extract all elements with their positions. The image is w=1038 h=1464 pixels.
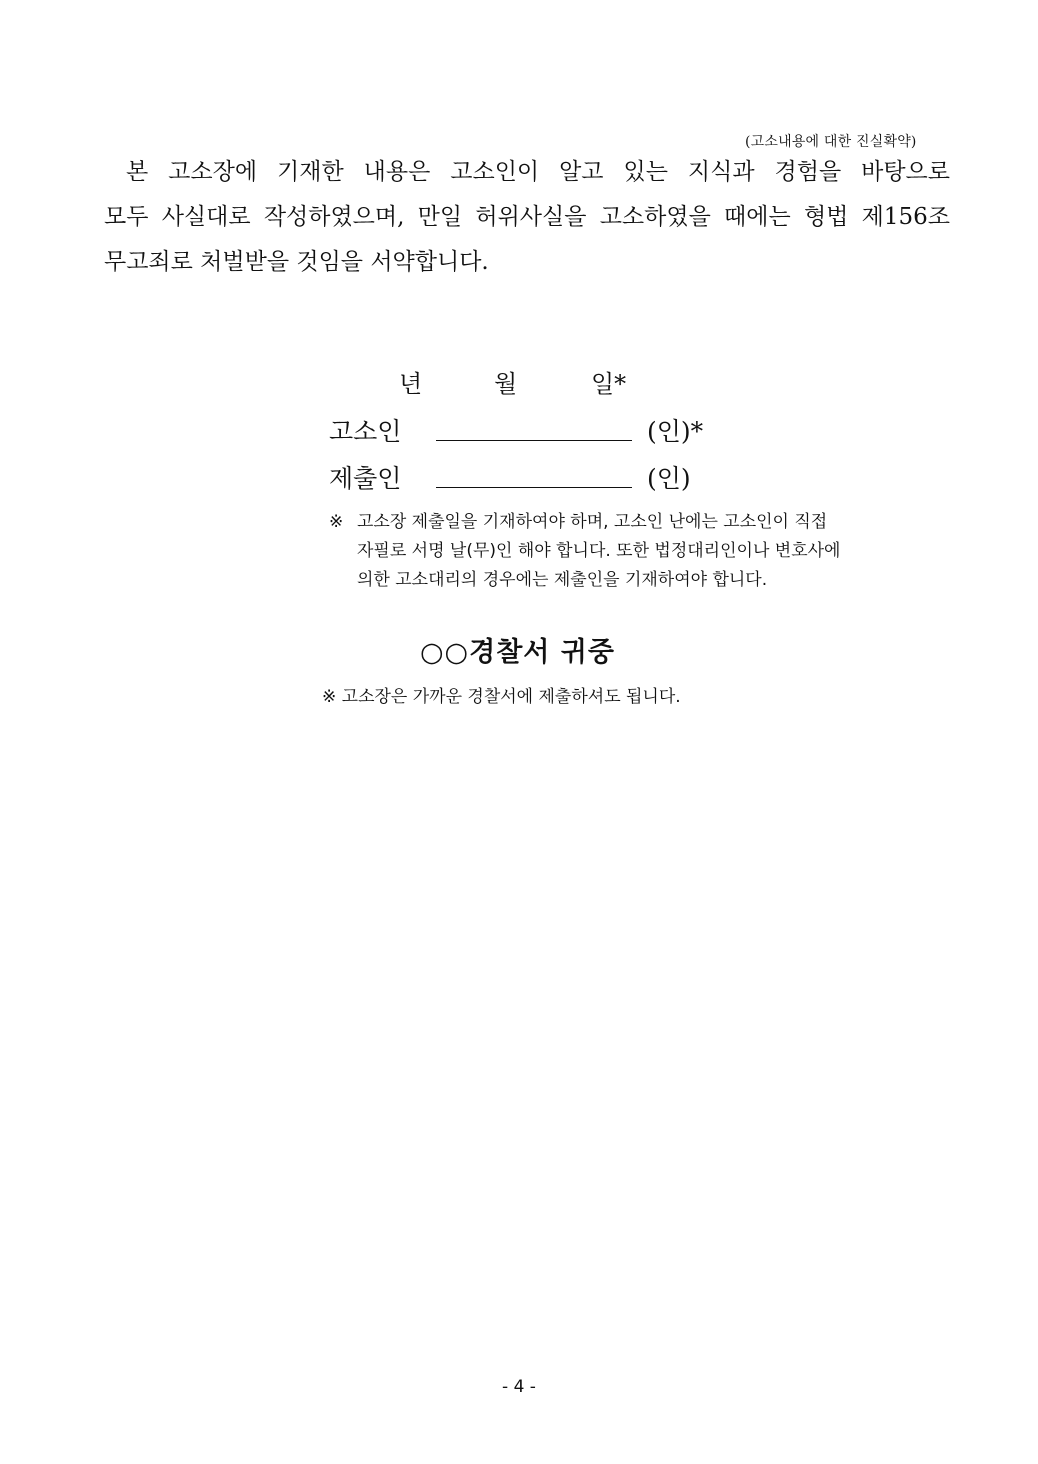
reference-mark-icon: ※ (329, 512, 344, 532)
page-number: - 4 - (502, 1377, 536, 1397)
pledge-paragraph (104, 150, 950, 285)
complainant-seal-label: (인)* (647, 417, 704, 446)
pledge-line: 무고죄로 처벌받을 것임을 서약합니다. (104, 249, 489, 275)
submission-footnote: ※ 고소장은 가까운 경찰서에 제출하셔도 됩니다. (322, 687, 681, 707)
notice-line: 자필로 서명 날(무)인 해야 합니다. 또한 법정대리인이나 변호사에 (357, 541, 841, 561)
day-label: 일* (591, 370, 627, 398)
addressee: ○○경찰서 귀중 (420, 637, 615, 668)
notice-text (357, 508, 917, 595)
notice-line: 고소장 제출일을 기재하여야 하며, 고소인 난에는 고소인이 직접 (357, 512, 828, 532)
submitter-seal-label: (인) (647, 464, 691, 493)
month-label: 월 (494, 370, 518, 398)
pledge-line: 모두 사실대로 작성하였으며, 만일 허위사실을 고소하였을 때에는 형법 제156조 (104, 204, 950, 230)
pledge-line: 본 고소장에 기재한 내용은 고소인이 알고 있는 지식과 경험을 바탕으로 (126, 159, 950, 185)
complainant-label: 고소인 (329, 417, 402, 446)
truth-pledge-heading: (고소내용에 대한 진실확약) (745, 134, 917, 150)
complainant-signature-line[interactable] (436, 440, 632, 441)
year-label: 년 (399, 370, 423, 398)
submitter-label: 제출인 (329, 464, 402, 493)
submitter-signature-line[interactable] (436, 487, 632, 488)
date-row (395, 364, 655, 400)
notice-line: 의한 고소대리의 경우에는 제출인을 기재하여야 합니다. (357, 570, 768, 590)
